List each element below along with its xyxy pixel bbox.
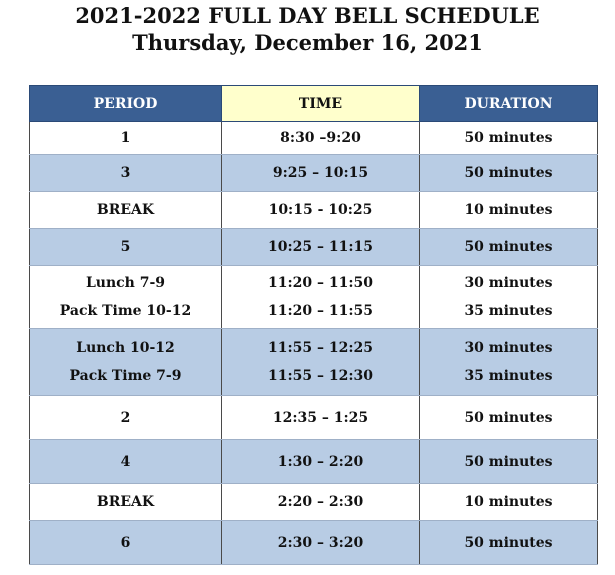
time-text: 9:25 – 10:15	[272, 165, 369, 181]
period-cell	[30, 440, 222, 484]
table-row	[30, 122, 598, 155]
duration-text: 30 minutes	[464, 275, 553, 291]
period-cell	[30, 266, 222, 329]
time-cell	[222, 521, 420, 565]
table-row	[30, 521, 598, 565]
period-cell	[30, 396, 222, 440]
time-text: 11:55 – 12:25	[267, 340, 373, 356]
period-text: 6	[120, 534, 131, 551]
duration-text: 30 minutes	[464, 340, 553, 356]
page-title: 2021-2022 FULL DAY BELL SCHEDULE	[75, 3, 540, 28]
header-duration: DURATION	[420, 86, 598, 122]
time-text: 8:30 –9:20	[280, 130, 361, 146]
period-text: Pack Time 7-9	[69, 368, 182, 384]
duration-text: 35 minutes	[464, 368, 553, 384]
table-row	[30, 484, 598, 521]
table-row	[30, 155, 598, 192]
time-text: 11:20 – 11:50	[267, 275, 373, 291]
duration-text: 10 minutes	[464, 202, 553, 218]
time-cell	[222, 396, 420, 440]
duration-cell	[420, 521, 598, 565]
time-cell	[222, 329, 420, 396]
period-cell	[30, 329, 222, 396]
period-text: BREAK	[96, 202, 155, 218]
period-text: 3	[120, 165, 131, 181]
time-cell	[222, 122, 420, 155]
time-text: 11:55 – 12:30	[267, 368, 373, 384]
time-cell	[222, 192, 420, 229]
table-row	[30, 329, 598, 396]
header-period: PERIOD	[30, 86, 222, 122]
table-row	[30, 396, 598, 440]
duration-text: 50 minutes	[464, 453, 553, 470]
time-cell	[222, 155, 420, 192]
period-cell	[30, 122, 222, 155]
period-text: 2	[120, 409, 131, 426]
duration-cell	[420, 155, 598, 192]
duration-text: 50 minutes	[464, 534, 553, 551]
period-cell	[30, 229, 222, 266]
time-cell	[222, 229, 420, 266]
table-row	[30, 229, 598, 266]
duration-cell	[420, 329, 598, 396]
duration-cell	[420, 192, 598, 229]
table-row	[30, 266, 598, 329]
time-text: 12:35 – 1:25	[272, 409, 369, 426]
time-text: 1:30 – 2:20	[277, 453, 364, 470]
time-cell	[222, 266, 420, 329]
duration-text: 50 minutes	[464, 165, 553, 181]
time-cell	[222, 440, 420, 484]
period-cell	[30, 192, 222, 229]
time-text: 10:25 – 11:15	[267, 239, 373, 255]
duration-cell	[420, 440, 598, 484]
duration-text: 50 minutes	[464, 409, 553, 426]
period-cell	[30, 484, 222, 521]
bell-schedule-table	[29, 85, 598, 565]
duration-text: 10 minutes	[464, 494, 553, 510]
period-text: Lunch 10-12	[76, 340, 175, 356]
duration-cell	[420, 396, 598, 440]
duration-text: 50 minutes	[464, 130, 553, 146]
duration-text: 50 minutes	[464, 239, 553, 255]
duration-text: 35 minutes	[464, 303, 553, 319]
header-time: TIME	[222, 86, 420, 122]
duration-cell	[420, 266, 598, 329]
period-text: Pack Time 10-12	[59, 303, 192, 319]
time-text: 11:20 – 11:55	[267, 303, 373, 319]
period-cell	[30, 155, 222, 192]
period-cell	[30, 521, 222, 565]
period-text: 5	[120, 239, 131, 255]
period-text: BREAK	[96, 494, 155, 510]
table-row	[30, 192, 598, 229]
table-row	[30, 440, 598, 484]
time-text: 2:30 – 3:20	[277, 534, 364, 551]
duration-cell	[420, 122, 598, 155]
duration-cell	[420, 229, 598, 266]
page-subtitle: Thursday, December 16, 2021	[132, 30, 483, 55]
period-text: 4	[120, 453, 131, 470]
time-cell	[222, 484, 420, 521]
period-text: Lunch 7-9	[85, 275, 166, 291]
table-header-row	[30, 86, 598, 122]
time-text: 2:20 – 2:30	[277, 494, 364, 510]
time-text: 10:15 - 10:25	[268, 202, 373, 218]
duration-cell	[420, 484, 598, 521]
period-text: 1	[120, 130, 131, 146]
